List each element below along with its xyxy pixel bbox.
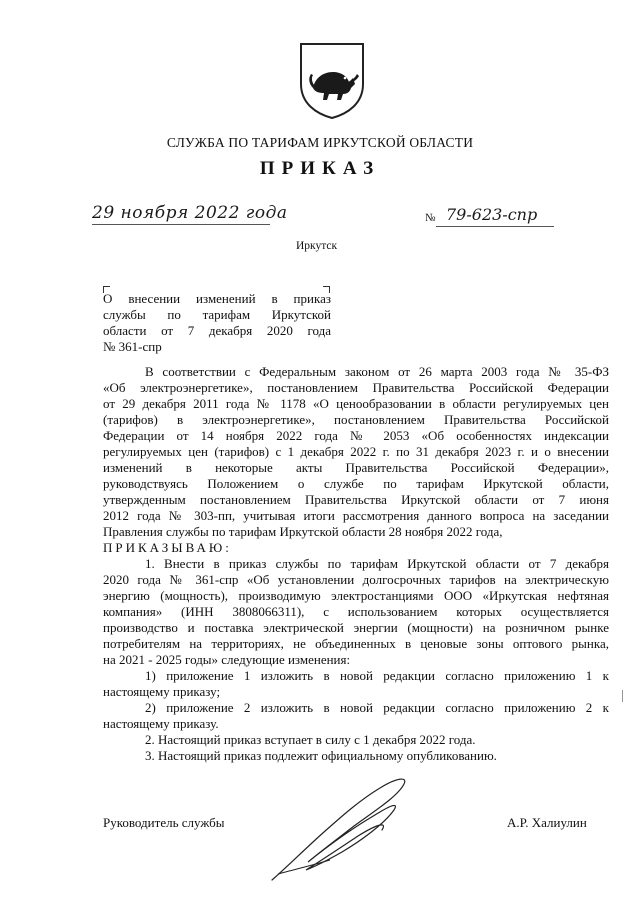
body-line: изменений в некоторые акты Правительства Российской Федерации», (103, 460, 609, 475)
body-line: потребителям на территориях, не объединенных в ценовые зоны оптового рынка, (103, 636, 609, 651)
body-line: 2012 года № 303-пп, учитывая итоги рассмотрения данного вопроса на заседании (103, 508, 609, 523)
body-line: производство и поставка электрической энергии (мощности) на розничном рынке (103, 620, 609, 635)
body-line: утвержденным постановлением Правительства Иркутской области от 7 июня (103, 492, 609, 507)
subject-line: области от 7 декабря 2020 года (103, 323, 331, 338)
body-line: (тарифов) в электроэнергетике», постановлением Правительства Российской (103, 412, 609, 427)
margin-mark (622, 690, 623, 702)
body-line: настоящему приказу; (103, 684, 221, 699)
document-type-title: ПРИКАЗ (259, 158, 381, 179)
handwritten-date: 29 ноября 2022 года (92, 203, 288, 223)
body-line: настоящему приказу. (103, 716, 219, 731)
body-line: на 2021 - 2025 годы» следующие изменения: (103, 652, 351, 667)
handwritten-document-number: 79-623-спр (446, 205, 538, 224)
agency-title: СЛУЖБА ПО ТАРИФАМ ИРКУТСКОЙ ОБЛАСТИ (166, 135, 474, 150)
subject-line: О внесении изменений в приказ (103, 291, 331, 306)
order-body (103, 364, 609, 764)
body-line: регулируемых цен (тарифов) с 1 декабря 2022 г. по 31 декабря 2023 г. и о внесении (103, 444, 609, 459)
body-line: от 29 декабря 2011 года № 1178 «О ценообразовании в области регулируемых цен (103, 396, 609, 411)
body-line: компания» (ИНН 3808066311), с использованием которых осуществляется (103, 604, 609, 619)
handwritten-signature-icon (258, 770, 428, 890)
number-underline (436, 226, 554, 227)
body-line: 3. Настоящий приказ подлежит официальному опубликованию. (145, 748, 497, 763)
subject-line: № 361-спр (103, 339, 162, 354)
coat-of-arms-icon (295, 38, 369, 122)
body-line: 1. Внести в приказ службы по тарифам Иркутской области от 7 декабря (145, 556, 609, 571)
subject-line: службы по тарифам Иркутской (103, 307, 331, 322)
body-line: 2. Настоящий приказ вступает в силу с 1 декабря 2022 года. (145, 732, 476, 747)
body-line: Правления службы по тарифам Иркутской области 28 ноября 2022 года, (103, 524, 503, 539)
body-line: Федерации от 14 ноября 2022 года № 2053 «Об особенностях индексации (103, 428, 609, 443)
subject-block (103, 291, 331, 355)
body-line: 2) приложение 2 изложить в новой редакции согласно приложению 2 к (145, 700, 609, 715)
number-prefix: № (425, 212, 436, 224)
date-underline (92, 224, 270, 225)
body-line: В соответствии с Федеральным законом от 26 марта 2003 года № 35-ФЗ (145, 364, 609, 379)
signatory-name: А.Р. Халиулин (507, 815, 587, 830)
body-line: 1) приложение 1 изложить в новой редакции согласно приложению 1 к (145, 668, 609, 683)
body-line: «Об электроэнергетике», постановлением Правительства Российской Федерации (103, 380, 609, 395)
city-label: Иркутск (296, 240, 338, 252)
body-line: энергию (мощность), производимую электростанциями ООО «Иркутская нефтяная (103, 588, 609, 603)
order-keyword: ПРИКАЗЫВАЮ: (103, 540, 232, 555)
body-line: 2020 года № 361-спр «Об установлении долгосрочных тарифов на электрическую (103, 572, 609, 587)
signatory-role: Руководитель службы (103, 815, 225, 830)
body-line: руководствуясь Положением о службе по тарифам Иркутской области, (103, 476, 609, 491)
